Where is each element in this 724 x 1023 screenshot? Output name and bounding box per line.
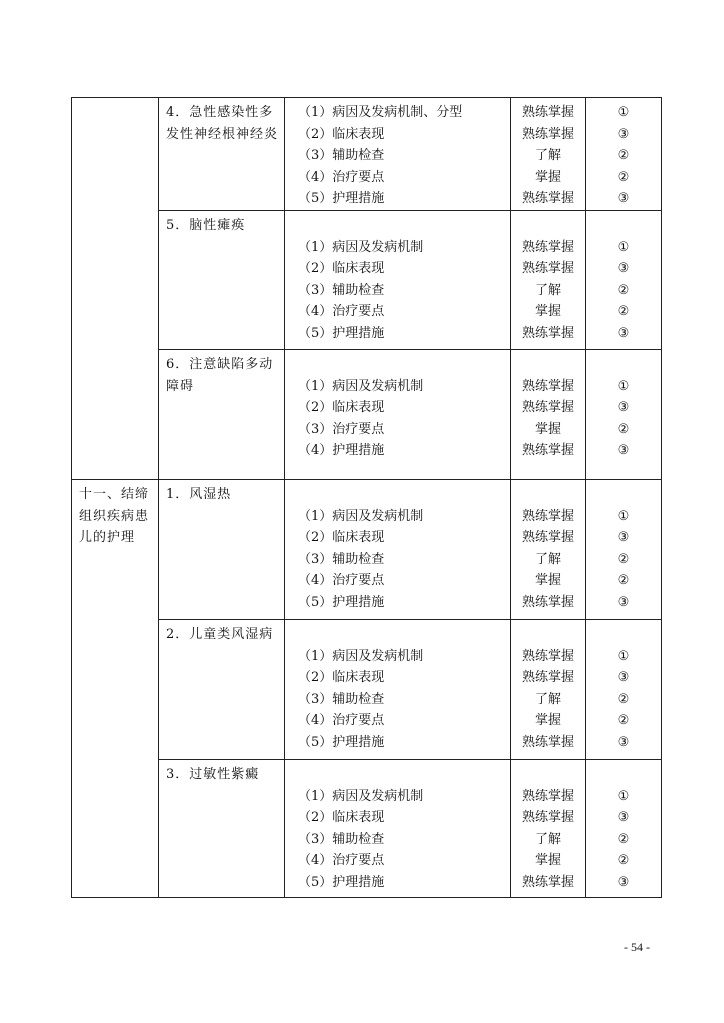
content-item: （1）病因及发病机制 — [298, 508, 424, 524]
page-number: - 54 - — [624, 940, 650, 954]
level-item: ③ — [617, 530, 630, 546]
level-item: ② — [617, 853, 630, 869]
level-item: ② — [617, 713, 630, 729]
content-item: （3）治疗要点 — [298, 421, 385, 437]
topic-cell: 3．过敏性紫癜 — [159, 759, 285, 897]
requirement-item: 熟练掌握 — [521, 261, 574, 277]
requirement-item: 熟练掌握 — [521, 810, 574, 826]
topic-cell: 5．脑性瘫痪 — [159, 210, 285, 349]
requirement-item: 了解 — [534, 831, 561, 847]
requirement-cell — [511, 98, 586, 211]
requirement-item: 掌握 — [534, 304, 561, 320]
level-item: ③ — [617, 734, 630, 750]
syllabus-table — [71, 97, 662, 898]
requirement-item: 熟练掌握 — [521, 126, 574, 142]
level-item: ① — [617, 239, 630, 255]
unit-cell-blank — [72, 98, 159, 480]
content-item: （2）临床表现 — [298, 261, 385, 277]
table-row — [72, 479, 662, 619]
content-item: （1）病因及发病机制、分型 — [298, 105, 463, 120]
content-item: （3）辅助检查 — [298, 691, 385, 707]
content-item: （3）辅助检查 — [298, 148, 385, 164]
level-item: ① — [617, 508, 630, 524]
level-cell — [586, 98, 662, 211]
level-item: ② — [617, 551, 630, 567]
level-item: ③ — [617, 126, 630, 142]
requirement-item: 熟练掌握 — [521, 670, 574, 686]
content-item: （3）辅助检查 — [298, 831, 385, 847]
content-item: （5）护理措施 — [298, 191, 385, 207]
requirement-item: 了解 — [534, 691, 561, 707]
requirement-item: 熟练掌握 — [521, 105, 574, 120]
content-cell — [285, 349, 511, 479]
content-item: （4）治疗要点 — [298, 304, 385, 320]
requirement-item: 掌握 — [534, 169, 561, 185]
level-item: ① — [617, 648, 630, 664]
content-item: （5）护理措施 — [298, 734, 385, 750]
content-item: （2）临床表现 — [298, 810, 385, 826]
level-item: ③ — [617, 594, 630, 610]
topic-cell: 2．儿童类风湿病 — [159, 619, 285, 759]
requirement-item: 熟练掌握 — [521, 874, 574, 890]
content-cell — [285, 98, 511, 211]
level-item: ② — [617, 691, 630, 707]
level-item: ② — [617, 421, 630, 437]
level-item: ③ — [617, 443, 630, 459]
requirement-item: 掌握 — [534, 421, 561, 437]
level-cell — [586, 210, 662, 349]
requirement-item: 熟练掌握 — [521, 508, 574, 524]
requirement-item: 熟练掌握 — [521, 191, 574, 207]
level-item: ③ — [617, 325, 630, 341]
content-item: （3）辅助检查 — [298, 282, 385, 298]
table-row — [72, 349, 662, 479]
requirement-item: 熟练掌握 — [521, 239, 574, 255]
level-cell — [586, 759, 662, 897]
content-cell — [285, 479, 511, 619]
requirement-cell — [511, 619, 586, 759]
level-item: ③ — [617, 400, 630, 416]
content-item: （1）病因及发病机制 — [298, 378, 424, 394]
requirement-item: 熟练掌握 — [521, 648, 574, 664]
requirement-cell — [511, 349, 586, 479]
topic-cell: 4．急性感染性多发性神经根神经炎 — [159, 98, 285, 211]
topic-cell: 6．注意缺陷多动障碍 — [159, 349, 285, 479]
level-item: ③ — [617, 874, 630, 890]
level-item: ② — [617, 831, 630, 847]
content-item: （4）护理措施 — [298, 443, 385, 459]
content-item: （2）临床表现 — [298, 400, 385, 416]
requirement-item: 了解 — [534, 551, 561, 567]
unit-title: 十一、结缔组织疾病患儿的护理 — [72, 479, 159, 897]
content-item: （4）治疗要点 — [298, 713, 385, 729]
level-item: ② — [617, 304, 630, 320]
requirement-item: 了解 — [534, 282, 561, 298]
requirement-cell — [511, 479, 586, 619]
content-item: （5）护理措施 — [298, 594, 385, 610]
level-item: ③ — [617, 191, 630, 207]
content-cell — [285, 619, 511, 759]
content-item: （2）临床表现 — [298, 530, 385, 546]
topic-cell: 1．风湿热 — [159, 479, 285, 619]
level-item: ① — [617, 788, 630, 804]
content-item: （3）辅助检查 — [298, 551, 385, 567]
level-cell — [586, 479, 662, 619]
requirement-item: 熟练掌握 — [521, 325, 574, 341]
table-row — [72, 98, 662, 211]
content-item: （4）治疗要点 — [298, 169, 385, 185]
content-item: （1）病因及发病机制 — [298, 788, 424, 804]
level-item: ③ — [617, 810, 630, 826]
level-item: ② — [617, 148, 630, 164]
content-cell — [285, 759, 511, 897]
requirement-item: 掌握 — [534, 713, 561, 729]
table-row — [72, 210, 662, 349]
content-item: （4）治疗要点 — [298, 573, 385, 589]
requirement-item: 了解 — [534, 148, 561, 164]
content-item: （4）治疗要点 — [298, 853, 385, 869]
level-cell — [586, 349, 662, 479]
requirement-item: 熟练掌握 — [521, 378, 574, 394]
requirement-cell — [511, 210, 586, 349]
requirement-item: 熟练掌握 — [521, 530, 574, 546]
content-item: （2）临床表现 — [298, 126, 385, 142]
table-row — [72, 759, 662, 897]
content-item: （5）护理措施 — [298, 874, 385, 890]
table-row — [72, 619, 662, 759]
level-item: ③ — [617, 670, 630, 686]
requirement-item: 熟练掌握 — [521, 400, 574, 416]
level-item: ② — [617, 573, 630, 589]
content-item: （5）护理措施 — [298, 325, 385, 341]
level-item: ① — [617, 378, 630, 394]
requirement-item: 熟练掌握 — [521, 443, 574, 459]
level-item: ② — [617, 169, 630, 185]
requirement-item: 熟练掌握 — [521, 734, 574, 750]
level-item: ① — [617, 105, 630, 120]
requirement-item: 掌握 — [534, 573, 561, 589]
level-item: ② — [617, 282, 630, 298]
requirement-cell — [511, 759, 586, 897]
requirement-item: 熟练掌握 — [521, 594, 574, 610]
content-cell — [285, 210, 511, 349]
content-item: （1）病因及发病机制 — [298, 648, 424, 664]
content-item: （1）病因及发病机制 — [298, 239, 424, 255]
content-item: （2）临床表现 — [298, 670, 385, 686]
level-cell — [586, 619, 662, 759]
requirement-item: 熟练掌握 — [521, 788, 574, 804]
level-item: ③ — [617, 261, 630, 277]
requirement-item: 掌握 — [534, 853, 561, 869]
